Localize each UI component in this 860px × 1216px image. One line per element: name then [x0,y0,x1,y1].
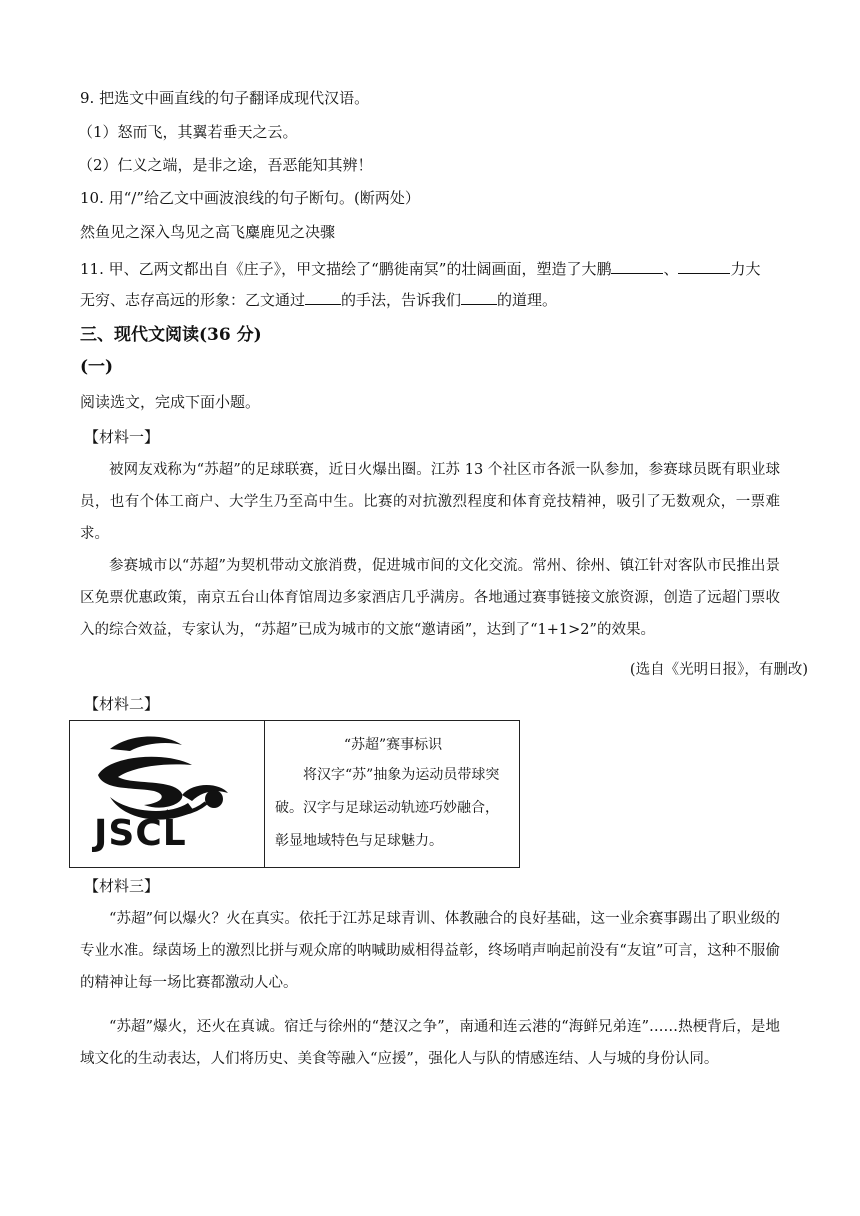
description-cell [265,721,519,867]
material1-label: 【材料一】 [84,428,160,446]
material2-label: 【材料二】 [84,695,160,713]
q10-prompt: 10. 用“/”给乙文中画波浪线的句子断句。(断两处） [80,189,420,207]
section-instruction: 阅读选文，完成下面小题。 [80,393,261,411]
q9-sentence-1: （1）怒而飞，其翼若垂天之云。 [78,123,298,141]
q11-line-1 [80,259,761,279]
q11-text-d: 无穷、志存高远的形象：乙文通过 [80,291,306,309]
q11-text-a: 11. 甲、乙两文都出自《庄子》，甲文描绘了“鹏徙南冥”的壮阔画面，塑造了大鹏 [80,260,612,278]
answer-blank[interactable] [611,259,663,274]
q11-line-2 [80,290,557,310]
answer-blank[interactable] [305,290,341,305]
q9-sentence-2: （2）仁义之端，是非之途，吾恶能知其辨！ [78,156,373,174]
box-body: 将汉字“苏”抽象为运动员带球突破。汉字与足球运动轨迹巧妙融合，彰显地域特色与足球魅力。 [275,767,500,849]
logo-cell [70,721,265,867]
q11-text-b: 、 [663,260,679,278]
q11-text-c: 力大 [730,260,761,278]
logo-text: JSCL [94,813,187,854]
section-subheading: (一) [80,357,114,377]
answer-blank[interactable] [678,259,730,274]
answer-blank[interactable] [461,290,497,305]
q10-sentence: 然鱼见之深入鸟见之高飞麋鹿见之决骤 [80,223,336,241]
q11-text-f: 的道理。 [497,291,558,309]
material1-source: (选自《光明日报》，有删改) [629,662,808,678]
section-heading: 三、现代文阅读(36 分) [80,325,262,345]
material3-label: 【材料三】 [84,877,160,895]
material1-paragraph-2: 参赛城市以“苏超”为契机带动文旅消费，促进城市间的文化交流。常州、徐州、镇江针对客队市民推出景区免票优惠政策，南京五台山体育馆周边多家酒店几乎满房。各地通过赛事链接文旅资源，创造了远超门票收入的综合效益，专家认为，“苏超”已成为城市的文旅“邀请函”，达到了“1+1>2”的效果。 [80,558,780,638]
material2-table [69,720,520,868]
material1-paragraph-1: 被网友戏称为“苏超”的足球联赛，近日火爆出圈。江苏 13 个社区市各派一队参加，参赛球员既有职业球员，也有个体工商户、大学生乃至高中生。比赛的对抗激烈程度和体育竞技精神，吸引了无数观众，一票难求。 [80,462,780,542]
material3-paragraph-2: “苏超”爆火，还火在真诚。宿迁与徐州的“楚汉之争”，南通和连云港的“海鲜兄弟连”……热梗背后，是地域文化的生动表达，人们将历史、美食等融入“应援”，强化人与队的情感连结、人与城的身份认同。 [80,1019,780,1067]
q11-text-e: 的手法，告诉我们 [341,291,462,309]
box-title: “苏超”赛事标识 [343,737,443,753]
material3-paragraph-1: “苏超”何以爆火？火在真实。依托于江苏足球青训、体教融合的良好基础，这一业余赛事踢出了职业级的专业水准。绿茵场上的激烈比拼与观众席的呐喊助威相得益彰，终场哨声响起前没有“友谊”可言，这种不服偷的精神让每一场比赛都激动人心。 [80,911,780,991]
q9-prompt: 9. 把选文中画直线的句子翻译成现代汉语。 [80,89,370,107]
